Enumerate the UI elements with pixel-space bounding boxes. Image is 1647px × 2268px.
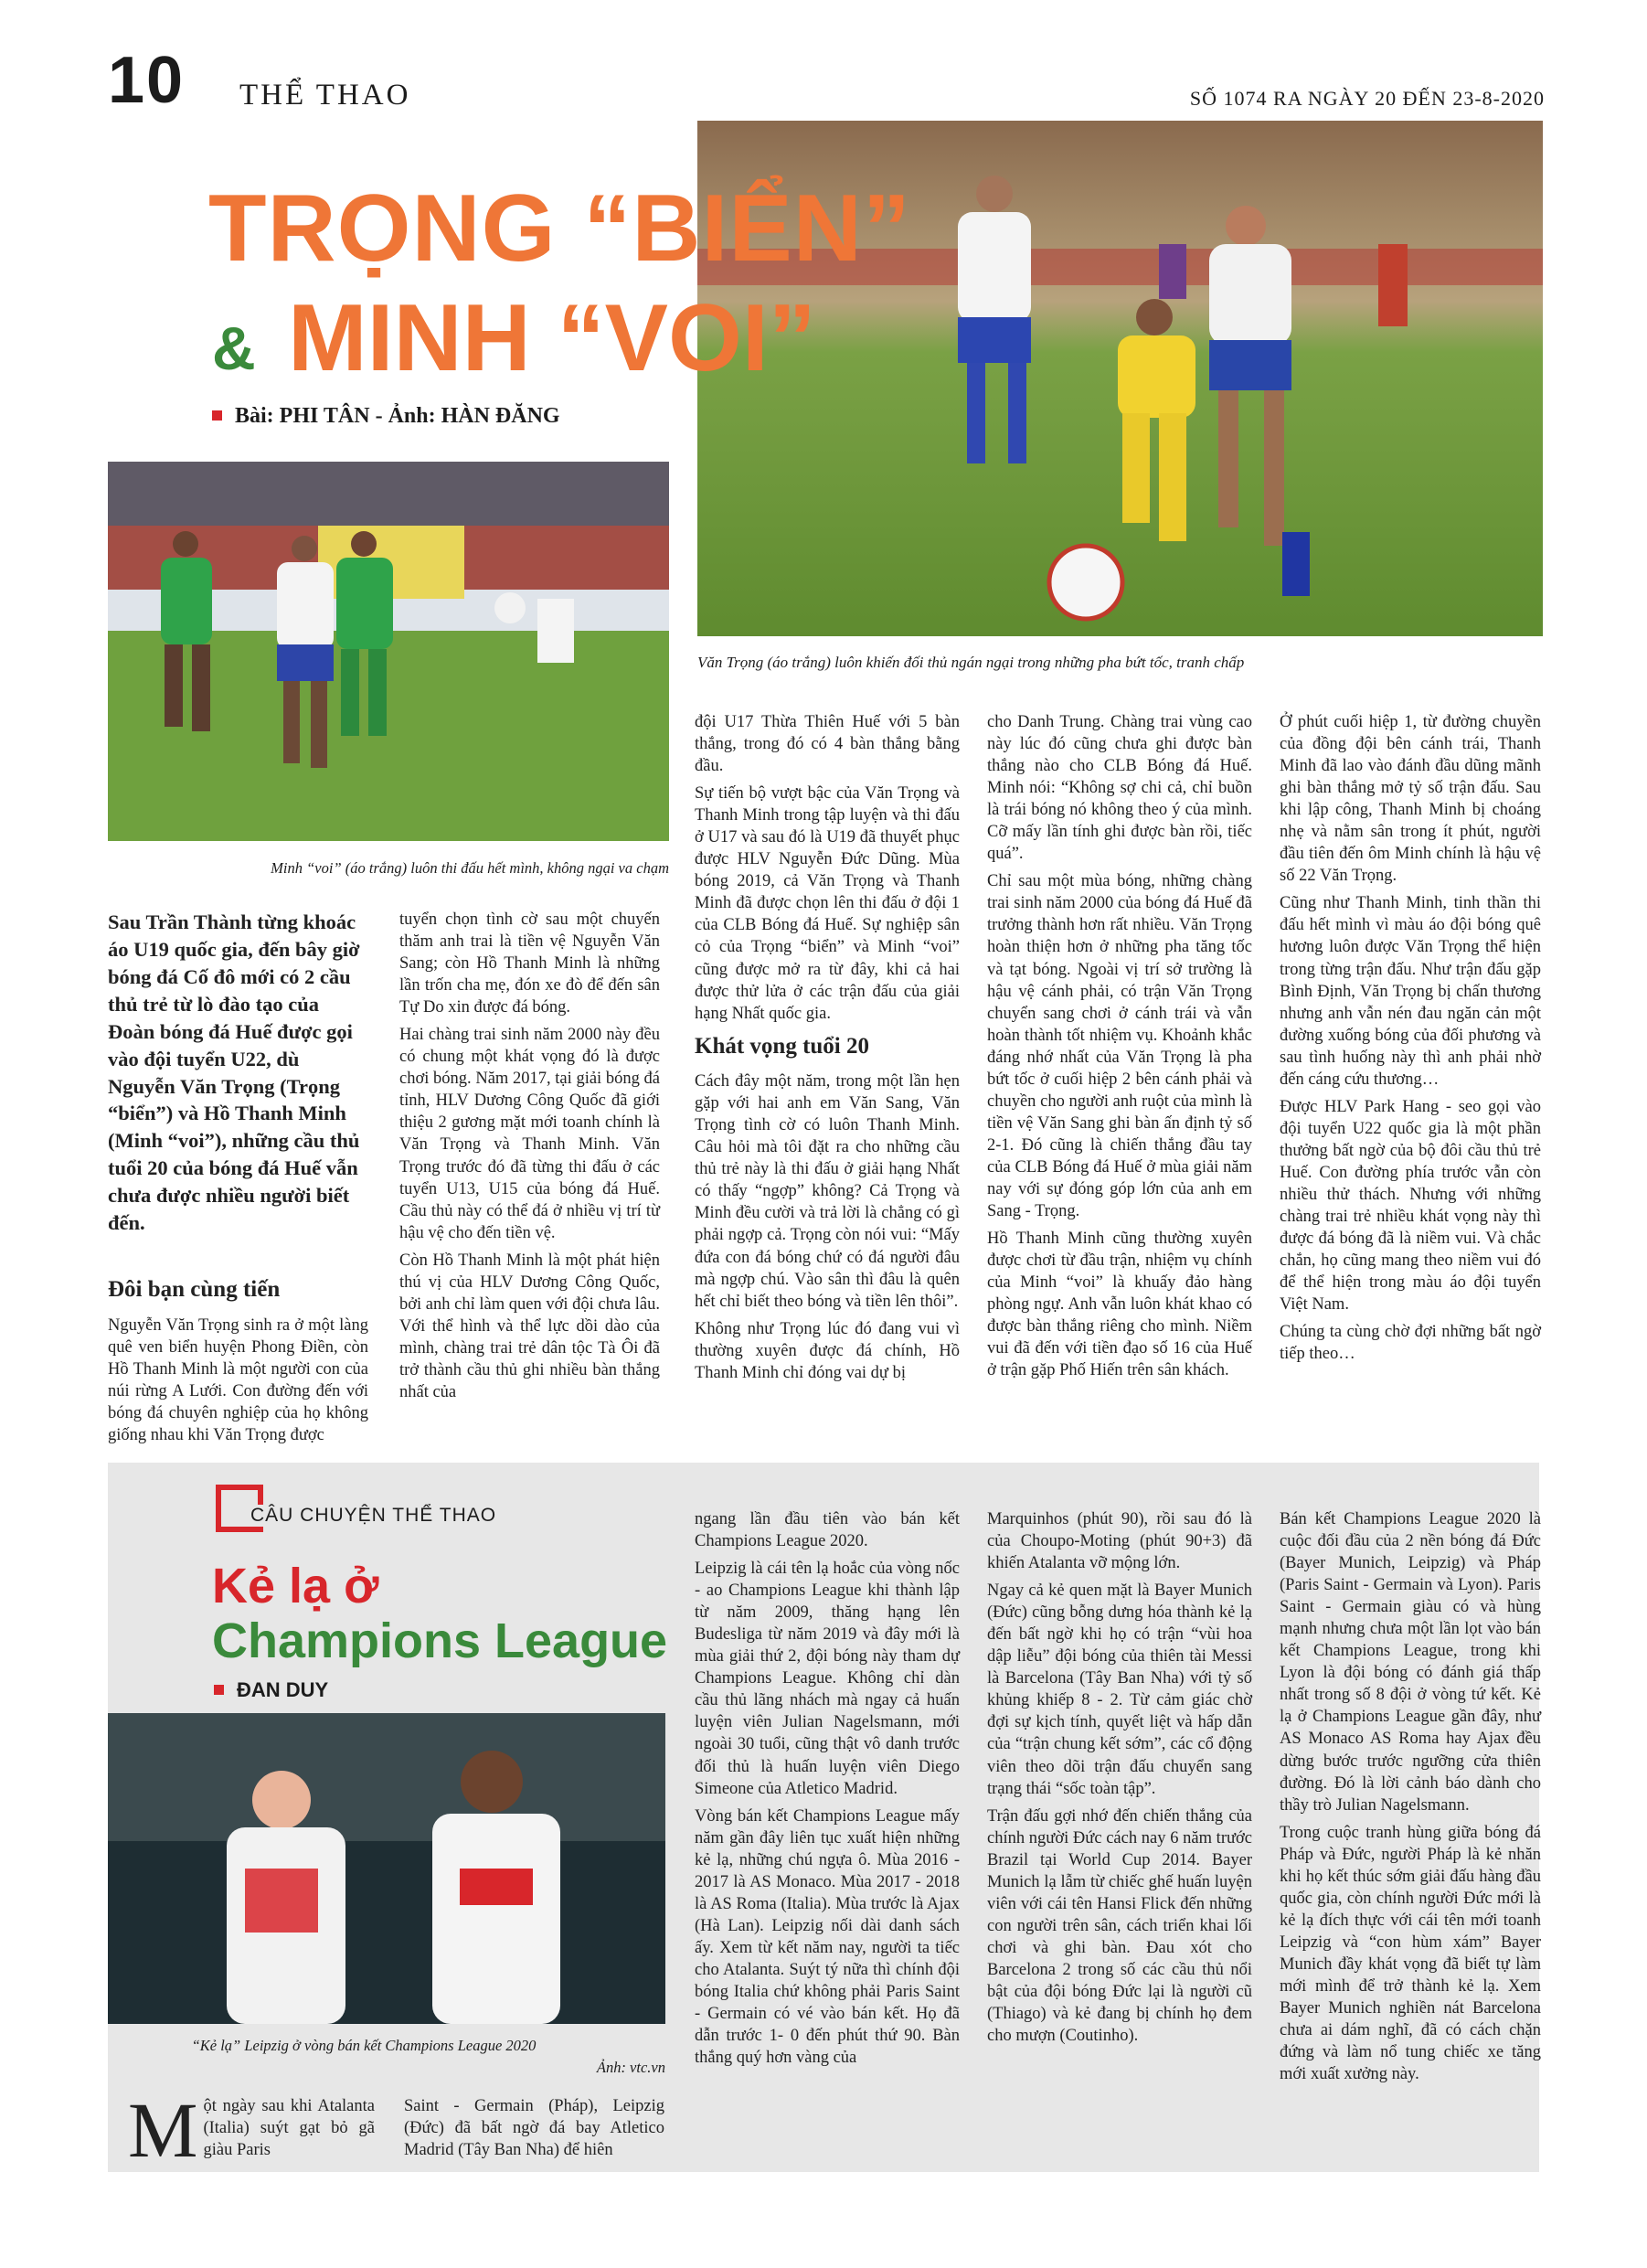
paragraph: tuyển chọn tình cờ sau một chuyến thăm anh trai là tiền vệ Nguyễn Văn Sang; còn Hồ Thanh Minh là những lần trốn cha mẹ, đón xe đò để đến sân Tự Do xin được đá bóng. [399,910,660,1017]
second-photo [108,462,669,841]
article-column-2 [399,909,660,1409]
section-name: THỂ THAO [239,79,411,112]
paragraph: Chỉ sau một mùa bóng, những chàng trai sinh năm 2000 của bóng đá Huế đã trưởng thành hơn rất nhiều. Văn Trọng hoàn thiện hơn ở những pha tăng tốc và tạt bóng. Ngoài vị trí sở trường là hậu vệ cánh phải, có trận Văn Trọng chuyển sang chơi ở cánh trái và vẫn hoàn thành tốt nhiệm vụ. Khoảnh khắc đáng nhớ nhất của Văn Trọng là pha bứt tốc ở cuối hiệp 2 bên cánh phải và chuyền cho người anh ruột của mình là tiền vệ Văn Sang ghi bàn ấn định tỷ số 2-1. Đó cũng là chiến thắng đầu tay của CLB Bóng đá Huế ở mùa giải năm nay với sự đóng góp lớn của anh em Sang - Trọng. [987,872,1252,1221]
paragraph: Ngay cả kẻ quen mặt là Bayer Munich (Đức) cũng bỗng dưng hóa thành kẻ lạ đến bất ngờ khi họ có trận “vùi hoa dập liễu” đội bóng của thiên tài Messi là Barcelona (Tây Ban Nha) với tỷ số khủng khiếp 8 - 2. Từ cảm giác chờ đợi sự kịch tính, quyết liệt và hấp dẫn của “trận chung kết sớm”, các cổ động viên theo dõi trận đấu chuyển sang trạng thái “sốc toàn tập”. [987,1581,1252,1798]
paragraph: Trận đấu gợi nhớ đến chiến thắng của chính người Đức cách nay 6 năm trước Brazil tại World Cup 2014. Bayer Munich lạ lẫm từ chiếc ghế huấn luyện viên với cái tên Hansi Flick đến những con người trên sân, cách triển khai lối chơi và ghi bàn. Đau xót cho Barcelona 2 trong số các cầu thủ nổi bật của đội bóng Đức lại là người cũ (Thiago) và kẻ đang bị chính họ đem cho mượn (Coutinho). [987,1806,1252,2046]
paragraph: Bán kết Champions League 2020 là cuộc đối đầu của 2 nền bóng đá Đức (Bayer Munich, Leipzig) và Pháp (Paris Saint - Germain và Lyon). Paris Saint - Germain giàu có và hùng mạnh nhưng chưa một lần lọt vào bán kết Champions League, trong khi Lyon là đội bóng có đánh giá thấp nhất trong số 8 đội ở vòng tứ kết. Kẻ lạ ở Champions League gần đây, như AS Monaco AS Roma hay Ajax đều dừng bước trước ngưỡng cửa thiên đường. Đó là lời cảnh báo dành cho thầy trò Julian Nagelsmann. [1280,1510,1541,1815]
paragraph: Hai chàng trai sinh năm 2000 này đều có chung một khát vọng đó là được chơi bóng. Năm 2017, tại giải bóng đá tỉnh, HLV Dương Công Quốc đã giới thiệu 2 gương mặt mới toanh chính là Văn Trọng và Thanh Minh. Văn Trọng trước đó đã từng thi đấu ở các tuyển U13, U15 của bóng đá Huế. Cầu thủ này có thể đá ở nhiều vị trí từ hậu vệ cho đến tiền vệ. [399,1026,660,1242]
box-column-1 [128,2086,375,2174]
box-column-5 [1280,1508,1541,2091]
main-photo-caption: Văn Trọng (áo trắng) luôn khiến đối thủ ngán ngại trong những pha bứt tốc, tranh chấp [697,654,1245,671]
paragraph: Nguyễn Văn Trọng sinh ra ở một làng quê ven biển huyện Phong Điền, còn Hồ Thanh Minh là một người con của núi rừng A Lưới. Con đường đến với bóng đá chuyên nghiệp của họ không giống nhau khi Văn Trọng được [108,1315,368,1444]
page-number: 10 [108,44,186,117]
paragraph: ột ngày sau khi Atalanta (Italia) suýt gạt bỏ gã giàu Paris [203,2097,375,2160]
paragraph: Ở phút cuối hiệp 1, từ đường chuyền của đồng đội bên cánh trái, Thanh Minh đã lao vào đánh đầu dũng mãnh ghi bàn thắng mở tỷ số trận đấu. Sau khi lập công, Thanh Minh bị choáng nhẹ và nằm sân trong ít phút, người đầu tiên đến ôm Minh chính là hậu vệ số 22 Văn Trọng. [1280,713,1541,886]
bullet-square-icon [214,1685,224,1695]
box-photo-caption: “Kẻ lạ” Leipzig ở vòng bán kết Champions League 2020 [191,2037,537,2054]
article-byline [212,404,560,429]
article-title-line1: TRỌNG “BIỂN” [208,176,911,282]
box-tag-label: CÂU CHUYỆN THỂ THAO [247,1505,496,1527]
issue-info: SỐ 1074 RA NGÀY 20 ĐẾN 23-8-2020 [1189,87,1545,110]
paragraph: Sự tiến bộ vượt bậc của Văn Trọng và Thanh Minh trong tập luyện và thi đấu ở U17 và sau đó là U19 đã thuyết phục được HLV Nguyễn Đức Dũng. Mùa bóng 2019, cả Văn Trọng và Thanh Minh đã được chọn lên thi đấu ở đội 1 của CLB Bóng đá Huế. Sự nghiệp sân cỏ của Trọng “biển” và Minh “voi” cũng được mở ra từ đây, khi cả hai được thử lửa ở các trận đấu của giải hạng Nhất quốc gia. [695,784,960,1023]
paragraph: cho Danh Trung. Chàng trai vùng cao này lúc đó cũng chưa ghi được bàn thắng nào cho CLB Bóng đá Huế. Minh nói: “Không sợ chi cả, chỉ buồn là trái bóng nó không theo ý của mình. Cỡ mấy lần tính ghi được bàn rồi, tiếc quá”. [987,713,1252,864]
box-dropcap: M [128,2086,198,2174]
article-lead: Sau Trần Thành từng khoác áo U19 quốc gia, đến bây giờ bóng đá Cố đô mới có 2 cầu thủ trẻ từ lò đào tạo của Đoàn bóng đá Huế được gọi vào đội tuyển U22, dù Nguyễn Văn Trọng (Trọng “biển”) và Hồ Thanh Minh (Minh “voi”), những cầu thủ tuổi 20 của bóng đá Huế vẫn chưa được nhiều người biết đến. [108,910,360,1235]
article-column-3 [695,711,960,1390]
article-column-1 [108,909,368,1452]
paragraph: Leipzig là cái tên lạ hoắc của vòng nốc - ao Champions League khi thành lập từ năm 2009, thăng hạng lên Budesliga từ năm 2019 và đây mới là mùa giải thứ 2, đội bóng này tham dự Champions League. Không chỉ dàn cầu thủ lãng nhách mà ngay cả huấn luyện viên Julian Nagelsmann, mới ngoài 30 tuổi, cũng thật vô danh trước đối thủ là huấn luyện viên Diego Simeone của Atletico Madrid. [695,1560,960,1798]
subheading-friends: Đôi bạn cùng tiến [108,1277,281,1303]
paragraph: Marquinhos (phút 90), rồi sau đó là của Choupo-Moting (phút 90+3) đã khiến Atalanta vỡ mộng lớn. [987,1510,1252,1573]
paragraph: Còn Hồ Thanh Minh là một phát hiện thú vị của HLV Dương Công Quốc, bởi anh chỉ làm quen với đội chưa lâu. Với thể hình và thể lực dồi dào của mình, chàng trai trẻ dân tộc Tà Ôi đã trở thành cầu thủ ghi nhiều bàn thắng nhất của [399,1251,660,1401]
paragraph: Cách đây một năm, trong một lần hẹn gặp với hai anh em Văn Sang, Văn Trọng tình cờ có luôn Thanh Minh. Câu hỏi mà tôi đặt ra cho những cầu thủ trẻ này là thi đấu ở giải hạng Nhất có thấy “ngợp” không? Cả Trọng và Minh đều cười và trả lời là chẳng có gì phải ngợp cả. Trọng còn nói vui: “Mấy đứa con đá bóng chứ có đá người đâu mà ngợp chú. Vào sân thì đâu là quên hết chỉ biết theo bóng và tiền lên thôi”. [695,1072,960,1311]
box-photo-credit: Ảnh: vtc.vn [596,2059,665,2076]
paragraph: Chúng ta cùng chờ đợi những bất ngờ tiếp theo… [1280,1323,1541,1364]
paragraph: Trong cuộc tranh hùng giữa bóng đá Pháp và Đức, người Pháp là kẻ nhăn khi họ kết thúc sớm giải đấu hàng đầu quốc gia, còn chính người Đức mới là kẻ lạ đích thực với cái tên mới toanh Leipzig và “con hùm xám” Bayer Munich đầy khát vọng đã biết tự làm mới mình để trở thành kẻ lạ. Xem Bayer Munich nghiền nát Barcelona chưa ai dám nghĩ, đã có cách chặn đứng và làm nổ tung chiếc xe tăng mới xuất xưởng này. [1280,1823,1541,2084]
paragraph: Không như Trọng lúc đó đang vui vì thường xuyên được đá chính, Hồ Thanh Minh chỉ đóng vai dự bị [695,1319,960,1382]
paragraph: đội U17 Thừa Thiên Huế với 5 bàn thắng, trong đó có 4 bàn thắng bằng đầu. [695,713,960,776]
box-column-4 [987,1508,1252,2052]
box-column-3 [695,1508,960,2074]
article-title-line2: MINH “VOI” [288,285,816,391]
paragraph: ngang lần đầu tiên vào bán kết Champions League 2020. [695,1510,960,1551]
box-title-line1: Kẻ lạ ở [212,1559,379,1613]
box-column-2 [404,2095,664,2167]
subheading-aspiration: Khát vọng tuổi 20 [695,1033,870,1059]
second-photo-caption: Minh “voi” (áo trắng) luôn thi đấu hết mình, không ngại va chạm [271,859,669,877]
bullet-square-icon [212,410,222,421]
paragraph: Saint - Germain (Pháp), Leipzig (Đức) đã bất ngờ đá bay Atletico Madrid (Tây Ban Nha) để hiên [404,2097,664,2160]
paragraph: Hồ Thanh Minh cũng thường xuyên được chơi từ đầu trận, nhiệm vụ chính của Minh “voi” là khuấy đảo hàng phòng ngự. Anh vẫn luôn khát khao có được bàn thắng riêng cho mình. Niềm vui đã đến với tiền đạo số 16 của Huế ở trận gặp Phố Hiến trên sân khách. [987,1230,1252,1380]
article-column-4 [987,711,1252,1387]
paragraph: Cũng như Thanh Minh, tinh thần thi đấu hết mình vì màu áo đội bóng quê hương luôn được Văn Trọng thể hiện trong từng trận đấu. Như trận đấu gặp Bình Định, Văn Trọng bị chấn thương nhưng anh vẫn nén đau ngăn cản một đường xuống bóng của đối phương và sau tình huống này thì anh phải nhờ đến cáng cứu thương… [1280,894,1541,1089]
box-photo [108,1713,665,2024]
article-column-5 [1280,711,1541,1370]
box-author-text: ĐAN DUY [237,1678,329,1701]
box-title-line2: Champions League [212,1613,668,1668]
title-ampersand: & [212,314,256,382]
paragraph: Vòng bán kết Champions League mấy năm gần đây liên tục xuất hiện những kẻ lạ, những chú ngựa ô. Mùa 2016 - 2017 là AS Monaco. Mùa 2017 - 2018 là AS Roma (Italia). Mùa trước là Ajax (Hà Lan). Leipzig nối dài danh sách ấy. Xem từ kết năm nay, người ta tiếc cho Atalanta. Suýt tý nữa thì chính đội bóng Italia chứ không phải Paris Saint - Germain có vé vào bán kết. Họ đã dẫn trước 1- 0 đến phút thứ 90. Bàn thắng quý hơn vàng của [695,1806,960,2068]
box-author [214,1678,328,1702]
byline-text: Bài: PHI TÂN - Ảnh: HÀN ĐĂNG [235,404,560,428]
paragraph: Được HLV Park Hang - seo gọi vào đội tuyển U22 quốc gia là một phần thưởng bất ngờ của bộ đôi cầu thủ trẻ Huế. Con đường phía trước vẫn còn nhiều thử thách. Nhưng với những chàng trai trẻ nhiều khát vọng này thì được đá bóng đã là niềm vui. Và chắc chắn, họ cũng mang theo niềm vui đó để thể hiện trong màu áo đội tuyển Việt Nam. [1280,1097,1541,1315]
